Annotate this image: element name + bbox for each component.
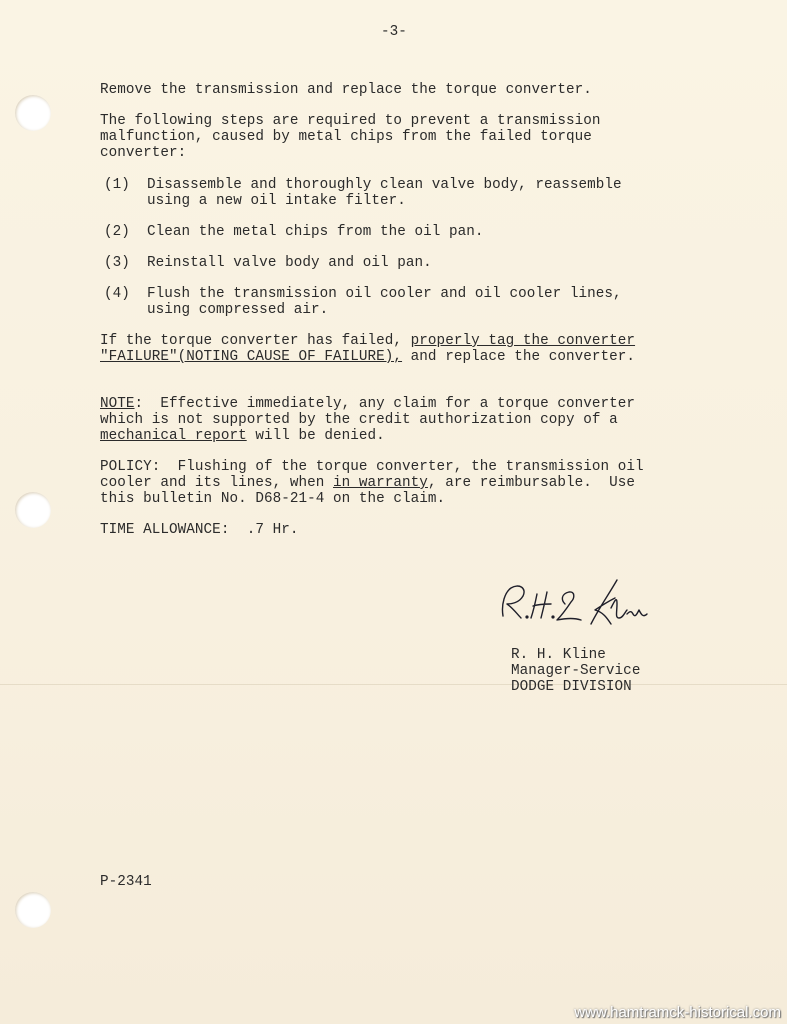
step-text: Disassemble and thoroughly clean valve body, reassemble — [147, 177, 622, 193]
failure-text: If the torque converter has failed, — [100, 333, 411, 349]
handwritten-signature — [495, 574, 655, 634]
failure-note: "FAILURE"(NOTING CAUSE OF FAILURE), — [100, 349, 403, 365]
policy-text: cooler and its lines, when — [100, 475, 333, 491]
form-number: P-2341 — [100, 874, 152, 890]
time-allowance: TIME ALLOWANCE: .7 Hr. — [100, 522, 299, 538]
in-warranty: in warranty — [333, 475, 428, 491]
note-line-1 — [100, 396, 635, 412]
page-number: -3- — [381, 24, 407, 40]
step-text: Clean the metal chips from the oil pan. — [147, 224, 484, 240]
step-number: (4) — [104, 286, 130, 302]
step-text-continued: using a new oil intake filter. — [147, 193, 406, 209]
failure-text-end: and replace the converter. — [402, 349, 636, 365]
step-text-continued: using compressed air. — [147, 302, 329, 318]
signer-division: DODGE DIVISION — [511, 679, 632, 695]
step-text: Reinstall valve body and oil pan. — [147, 255, 432, 271]
punch-hole-bottom — [15, 892, 51, 928]
steps-intro-line-1: The following steps are required to prevent a transmission — [100, 113, 601, 129]
tag-converter-instruction: properly tag the converter — [410, 333, 636, 349]
mechanical-report: mechanical report — [100, 428, 247, 444]
watermark: www.hamtramck-historical.com — [574, 1004, 781, 1021]
punch-hole-middle — [15, 492, 51, 528]
punch-hole-top — [15, 95, 51, 131]
steps-intro-line-2: malfunction, caused by metal chips from the failed torque — [100, 129, 592, 145]
step-text: Flush the transmission oil cooler and oil cooler lines, — [147, 286, 622, 302]
note-label: NOTE — [100, 396, 135, 412]
signer-name: R. H. Kline — [511, 647, 606, 663]
signer-title: Manager-Service — [511, 663, 641, 679]
policy-line-1: POLICY: Flushing of the torque converter, the transmission oil — [100, 459, 644, 475]
steps-intro-line-3: converter: — [100, 145, 187, 161]
policy-line-3: this bulletin No. D68-21-4 on the claim. — [100, 491, 446, 507]
policy-text-end: , are reimbursable. Use — [427, 475, 636, 491]
note-line-3 — [100, 428, 385, 444]
step-number: (3) — [104, 255, 130, 271]
intro-line: Remove the transmission and replace the torque converter. — [100, 82, 592, 98]
policy-line-2 — [100, 475, 635, 491]
failure-line-1 — [100, 333, 635, 349]
failure-line-2 — [100, 349, 635, 365]
note-text: : Effective immediately, any claim for a torque converter — [134, 396, 636, 412]
note-text-end: will be denied. — [246, 428, 385, 444]
note-line-2: which is not supported by the credit authorization copy of a — [100, 412, 618, 428]
step-number: (1) — [104, 177, 130, 193]
paper-fold-line — [0, 684, 787, 685]
step-number: (2) — [104, 224, 130, 240]
